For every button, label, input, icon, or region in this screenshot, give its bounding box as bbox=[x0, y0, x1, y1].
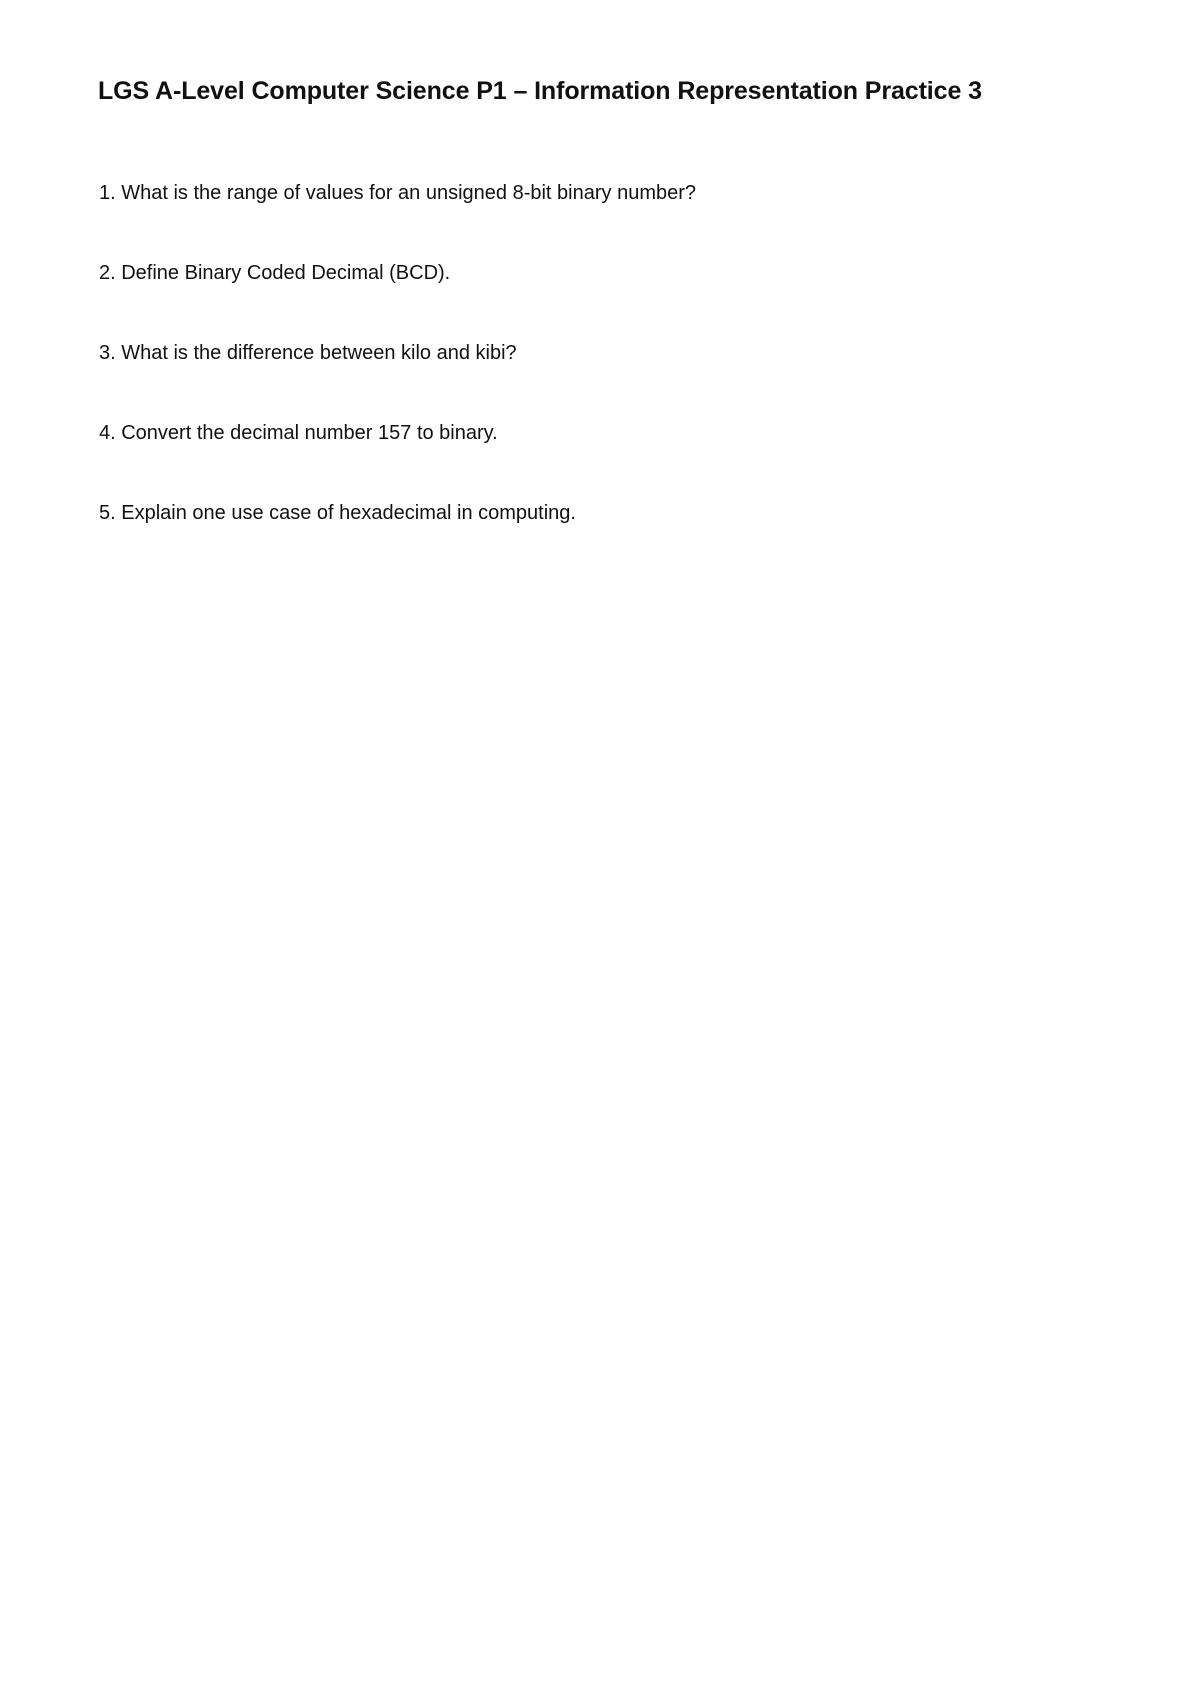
question-5: 5. Explain one use case of hexadecimal in computing. bbox=[99, 502, 576, 524]
question-2: 2. Define Binary Coded Decimal (BCD). bbox=[99, 262, 451, 284]
question-1: 1. What is the range of values for an unsigned 8-bit binary number? bbox=[99, 182, 697, 204]
question-list bbox=[99, 178, 696, 578]
question-3: 3. What is the difference between kilo and kibi? bbox=[99, 342, 517, 364]
question-4: 4. Convert the decimal number 157 to binary. bbox=[99, 422, 498, 444]
document-title: LGS A-Level Computer Science P1 – Information Representation Practice 3 bbox=[98, 77, 982, 105]
